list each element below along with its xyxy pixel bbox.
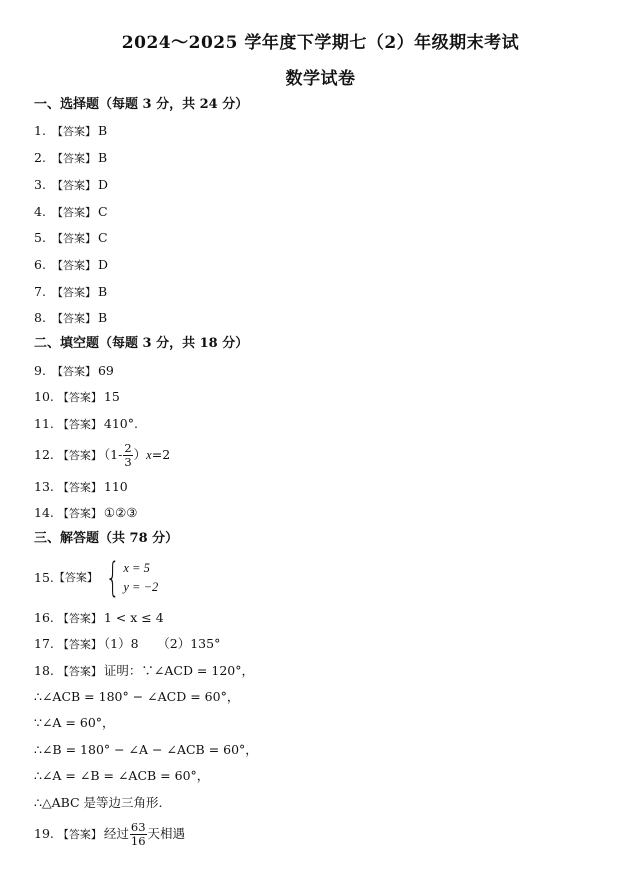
answer-tag: 【答案】 (57, 638, 102, 651)
question-number: 5. (34, 230, 46, 245)
answer-rest: =2 (151, 447, 171, 462)
answer-row-4 (34, 203, 108, 222)
question-number: 13. (34, 479, 54, 494)
answer-value: B (97, 284, 108, 299)
system-line-1: x = 5 (123, 561, 150, 575)
answer-value: 410°. (103, 416, 138, 431)
question-number: 9. (34, 363, 46, 378)
question-number: 2. (34, 150, 46, 165)
system-lines (123, 559, 158, 597)
fraction (123, 442, 132, 469)
page-title: 2024～2025 学年度下学期七（2）年级期末考试 (121, 33, 520, 53)
question-number: 17. (34, 636, 54, 651)
answer-value: 69 (97, 363, 114, 378)
answer-value: B (97, 123, 108, 138)
question-number: 3. (34, 177, 46, 192)
answer-value: 110 (103, 479, 128, 494)
answer-tag: 【答案】 (51, 152, 96, 165)
answer-row-2 (34, 149, 107, 168)
system-line-2: y = −2 (123, 580, 159, 594)
answer-prefix: （1- (103, 447, 123, 462)
answer-row-5 (34, 229, 108, 248)
proof-line-2: ∴∠ACB = 180° − ∠ACD = 60°， (34, 689, 240, 704)
proof-line-4: ∴∠B = 180° − ∠A − ∠ACB = 60°， (34, 742, 258, 757)
answer-value: B (97, 310, 108, 325)
question-number: 7. (34, 284, 46, 299)
proof-line-3: ∵∠A = 60°， (34, 715, 115, 730)
fraction-denominator: 16 (130, 834, 146, 848)
answer-tag: 【答案】 (51, 232, 96, 245)
page-subtitle: 数学试卷 (285, 69, 356, 89)
answer-tag: 【答案】 (57, 391, 102, 404)
proof-line-5: ∴∠A = ∠B = ∠ACB = 60°， (34, 768, 210, 783)
answer-row-17 (34, 635, 220, 654)
answer-variable: x (146, 448, 152, 462)
answer-row-19 (34, 817, 185, 852)
question-number: 15. (34, 570, 54, 585)
question-number: 11. (34, 416, 54, 431)
section-heading-choice: 一、选择题（每题 3 分，共 24 分） (34, 97, 249, 112)
left-brace-icon: { (105, 555, 120, 601)
answer-tag: 【答案】 (51, 179, 96, 192)
equation-system (100, 555, 159, 601)
answer-tag: 【答案】 (51, 286, 96, 299)
proof-line-1: 证明：∵∠ACD = 120°， (103, 663, 254, 678)
answer-value: 1 < x ≤ 4 (103, 610, 164, 625)
answer-tag: 【答案】 (51, 206, 96, 219)
answer-value: B (97, 150, 108, 165)
answer-tag: 【答案】 (57, 449, 102, 462)
answer-row-6 (34, 256, 108, 275)
answer-tag: 【答案】 (57, 612, 102, 625)
answer-tag: 【答案】 (53, 571, 98, 584)
answer-tag: 【答案】 (51, 259, 96, 272)
answer-tag: 【答案】 (57, 418, 102, 431)
answer-row-16 (34, 609, 164, 628)
question-number: 8. (34, 310, 46, 325)
fraction-numerator: 63 (130, 820, 146, 834)
answer-row-7 (34, 283, 107, 302)
answer-tag: 【答案】 (57, 665, 102, 678)
answer-row-1 (34, 122, 107, 141)
section-heading-fill: 二、填空题（每题 3 分，共 18 分） (34, 336, 249, 351)
question-number: 10. (34, 389, 54, 404)
answer-row-12 (34, 440, 170, 471)
answer-value: C (97, 230, 108, 245)
answer-suffix: 天相遇 (147, 826, 186, 841)
question-number: 19. (34, 826, 54, 841)
fraction (130, 821, 147, 848)
answer-tag: 【答案】 (57, 481, 102, 494)
answer-row-18 (34, 662, 254, 681)
answer-tag: 【答案】 (51, 365, 96, 378)
answer-row-14 (34, 504, 138, 523)
answer-prefix: 经过 (103, 826, 129, 841)
answer-row-13 (34, 478, 128, 497)
answer-row-8 (34, 309, 107, 328)
fraction-denominator: 3 (124, 455, 132, 469)
answer-tag: 【答案】 (57, 828, 102, 841)
proof-line-6: ∴△ABC 是等边三角形. (34, 795, 163, 810)
answer-tag: 【答案】 (51, 312, 96, 325)
answer-row-11 (34, 415, 138, 434)
answer-tag: 【答案】 (57, 507, 102, 520)
answer-row-3 (34, 176, 108, 195)
section-heading-solve: 三、解答题（共 78 分） (34, 531, 179, 546)
answer-row-10 (34, 388, 120, 407)
question-number: 6. (34, 257, 46, 272)
answer-suffix: ） (133, 447, 147, 462)
question-number: 14. (34, 505, 54, 520)
question-number: 12. (34, 447, 54, 462)
fraction-numerator: 2 (124, 441, 132, 455)
answer-value: D (97, 177, 109, 192)
answer-value: C (97, 204, 108, 219)
question-number: 16. (34, 610, 54, 625)
question-number: 18. (34, 663, 54, 678)
answer-row-9 (34, 362, 114, 381)
answer-value: 15 (103, 389, 120, 404)
answer-row-15 (34, 556, 158, 600)
answer-value: ①②③ (103, 505, 138, 520)
question-number: 4. (34, 204, 46, 219)
answer-tag: 【答案】 (51, 125, 96, 138)
answer-value: D (97, 257, 109, 272)
answer-value: （1）8 （2）135° (103, 636, 221, 651)
question-number: 1. (34, 123, 46, 138)
